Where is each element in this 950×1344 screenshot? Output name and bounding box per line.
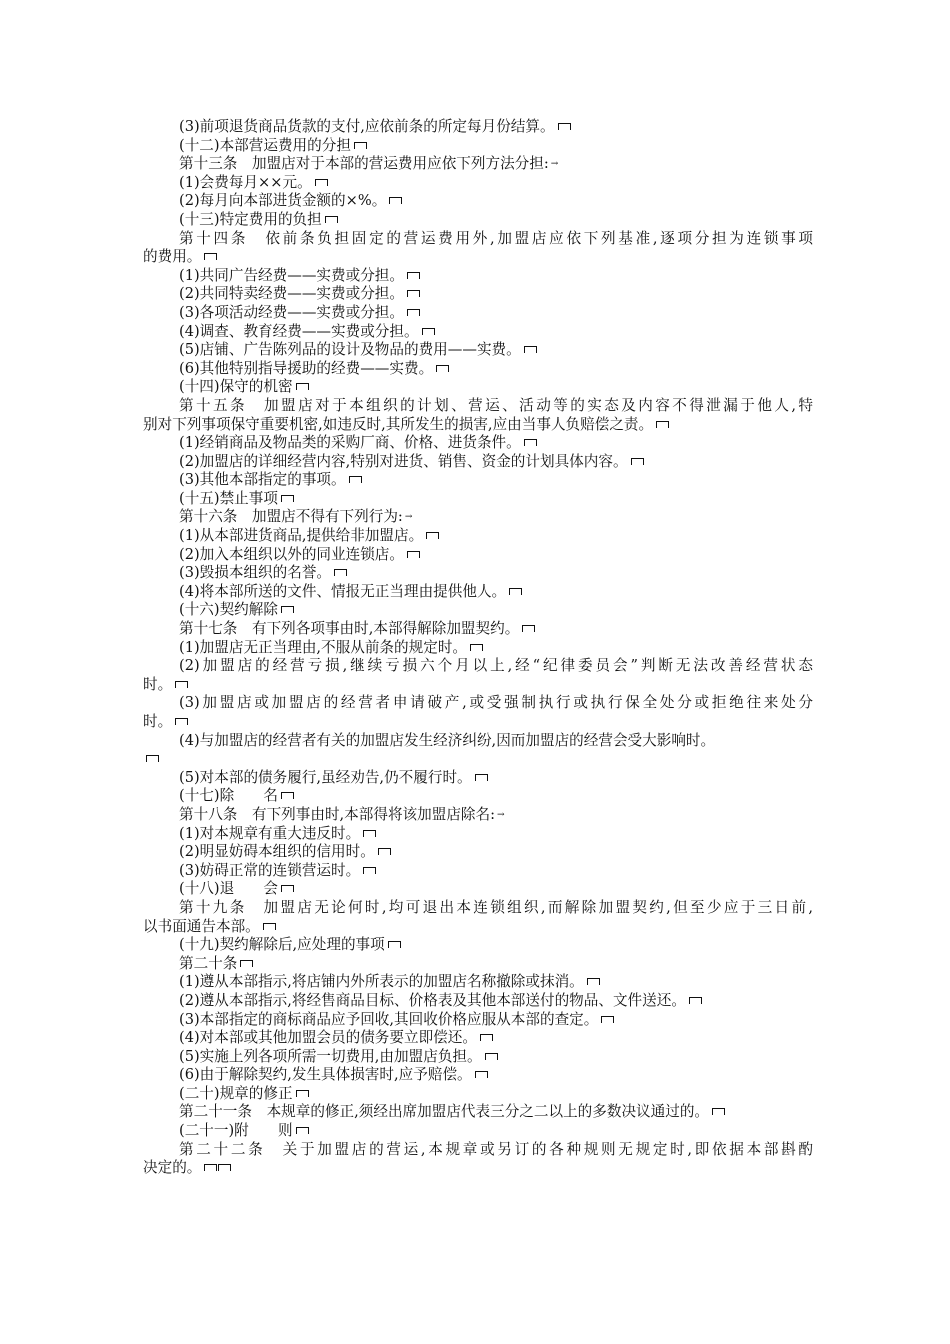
- paragraph-mark-icon: [281, 495, 294, 502]
- text-line: [143, 787, 813, 806]
- paragraph-mark-icon: [218, 1164, 231, 1171]
- line-text: (3)各项活动经费——实费或分担。: [179, 303, 404, 321]
- text-line: [143, 248, 813, 267]
- line-text: 第十三条 加盟店对于本部的营运费用应依下列方法分担:: [179, 155, 549, 173]
- line-text: (十四)保守的机密: [179, 378, 293, 396]
- paragraph-mark-icon: [712, 1108, 725, 1115]
- text-line: [143, 453, 813, 472]
- line-text: (2)遵从本部指示,将经售商品目标、价格表及其他本部送付的物品、文件送还。: [179, 991, 686, 1009]
- paragraph-mark-icon: [689, 997, 702, 1004]
- line-text: (3)加盟店或加盟店的经营者申请破产,或受强制执行或执行保全处分或拒绝往来处分: [179, 694, 813, 712]
- line-text: (3)本部指定的商标商品应予回收,其回收价格应服从本部的查定。: [179, 1010, 599, 1028]
- paragraph-mark-icon: [240, 960, 253, 967]
- paragraph-mark-icon: [601, 1016, 614, 1023]
- paragraph-mark-icon: [656, 421, 669, 428]
- line-text: (4)对本部或其他加盟会员的债务要立即偿还。: [179, 1029, 477, 1047]
- line-text: 决定的。: [143, 1159, 202, 1177]
- text-line: [143, 973, 813, 992]
- paragraph-mark-icon: [524, 439, 537, 446]
- text-line: [143, 471, 813, 490]
- line-text: (十五)禁止事项: [179, 489, 278, 507]
- line-text: (5)对本部的债务履行,虽经劝告,仍不履行时。: [179, 768, 472, 786]
- text-line: [143, 546, 813, 565]
- paragraph-mark-icon: [175, 681, 188, 688]
- paragraph-mark-icon: [558, 123, 571, 130]
- paragraph-mark-icon: [296, 1127, 309, 1134]
- line-text: (2)明显妨碍本组织的信用时。: [179, 843, 375, 861]
- line-text: (2)共同特卖经费——实费或分担。: [179, 285, 404, 303]
- text-line: [143, 490, 813, 509]
- paragraph-mark-icon: [296, 383, 309, 390]
- text-line: [143, 1048, 813, 1067]
- paragraph-mark-icon: [281, 606, 294, 613]
- line-text: (十六)契约解除: [179, 601, 278, 619]
- line-text: (十七)除 名: [179, 787, 278, 805]
- line-text: (2)每月向本部进货金额的×%。: [179, 192, 387, 210]
- text-line: [143, 434, 813, 453]
- text-line: [143, 936, 813, 955]
- text-line: [143, 750, 813, 769]
- paragraph-mark-icon: [263, 923, 276, 930]
- line-text: (3)前项退货商品货款的支付,应依前条的所定每月份结算。: [179, 118, 555, 135]
- text-line: [143, 211, 813, 230]
- paragraph-mark-icon: [407, 551, 420, 558]
- text-line: [143, 527, 813, 546]
- text-line: [143, 620, 813, 639]
- line-text: 第二十二条 关于加盟店的营运,本规章或另订的各种规则无规定时,即依据本部斟酌: [179, 1140, 813, 1158]
- paragraph-mark-icon: [522, 625, 535, 632]
- line-text: 第十七条 有下列各项事由时,本部得解除加盟契约。: [179, 620, 520, 638]
- text-line: [143, 267, 813, 286]
- text-line: [143, 918, 813, 937]
- line-text: (十三)特定费用的负担: [179, 210, 322, 228]
- paragraph-mark-icon: [315, 179, 328, 186]
- text-line: [143, 508, 813, 527]
- paragraph-mark-icon: [363, 830, 376, 837]
- text-line: [143, 1066, 813, 1085]
- paragraph-mark-icon: [389, 197, 402, 204]
- text-line: [143, 378, 813, 397]
- paragraph-mark-icon: [349, 476, 362, 483]
- text-line: [143, 155, 813, 174]
- paragraph-mark-icon: [475, 1071, 488, 1078]
- paragraph-mark-icon: [363, 867, 376, 874]
- text-line: [143, 1103, 813, 1122]
- line-text: (1)经销商品及物品类的采购厂商、价格、进货条件。: [179, 434, 521, 452]
- paragraph-mark-icon: [407, 272, 420, 279]
- text-line: [143, 769, 813, 788]
- line-text: 的费用。: [143, 248, 202, 266]
- line-text: (1)从本部进货商品,提供给非加盟店。: [179, 527, 424, 545]
- paragraph-mark-icon: [175, 718, 188, 725]
- paragraph-mark-icon: [524, 346, 537, 353]
- line-text: (6)由于解除契约,发生具体损害时,应予赔偿。: [179, 1066, 472, 1084]
- line-text: (1)会费每月××元。: [179, 173, 312, 191]
- paragraph-mark-icon: [204, 253, 217, 260]
- text-line: [143, 137, 813, 156]
- line-text: 时。: [143, 675, 173, 693]
- line-break-mark-icon: →: [404, 512, 412, 523]
- text-line: [143, 304, 813, 323]
- text-line: [143, 806, 813, 825]
- text-line: [143, 880, 813, 899]
- paragraph-mark-icon: [480, 1034, 493, 1041]
- text-line: [143, 564, 813, 583]
- paragraph-mark-icon: [426, 532, 439, 539]
- text-line: [143, 1085, 813, 1104]
- line-text: (4)调查、教育经费——实费或分担。: [179, 322, 419, 340]
- text-line: [143, 1159, 813, 1178]
- paragraph-mark-icon: [422, 328, 435, 335]
- paragraph-mark-icon: [325, 216, 338, 223]
- line-text: 第十八条 有下列事由时,本部得将该加盟店除名:: [179, 805, 496, 823]
- text-line: [143, 694, 813, 713]
- line-text: 第二十一条 本规章的修正,须经出席加盟店代表三分之二以上的多数决议通过的。: [179, 1103, 710, 1121]
- line-text: (1)对本规章有重大违反时。: [179, 824, 361, 842]
- text-line: [143, 992, 813, 1011]
- document-page: [143, 118, 813, 1178]
- text-line: [143, 639, 813, 658]
- line-text: 别对下列事项保守重要机密,如违反时,其所发生的损害,应由当事人负赔偿之责。: [143, 415, 654, 433]
- text-line: [143, 341, 813, 360]
- text-line: [143, 285, 813, 304]
- line-text: (1)加盟店无正当理由,不服从前条的规定时。: [179, 638, 468, 656]
- text-line: [143, 1141, 813, 1160]
- paragraph-mark-icon: [587, 978, 600, 985]
- line-text: (十八)退 会: [179, 880, 278, 898]
- text-line: [143, 192, 813, 211]
- line-text: (3)妨碍正常的连锁营运时。: [179, 861, 361, 879]
- line-text: 第十四条 依前条负担固定的营运费用外,加盟店应依下列基准,逐项分担为连锁事项: [179, 229, 813, 247]
- line-text: (4)与加盟店的经营者有关的加盟店发生经济纠纷,因而加盟店的经营会受大影响时。: [179, 731, 716, 749]
- line-break-mark-icon: →: [550, 159, 558, 170]
- text-line: [143, 230, 813, 249]
- text-line: [143, 899, 813, 918]
- line-text: 第十六条 加盟店不得有下列行为:: [179, 508, 403, 526]
- line-text: (二十)规章的修正: [179, 1084, 293, 1102]
- text-line: [143, 825, 813, 844]
- paragraph-mark-icon: [378, 848, 391, 855]
- line-text: (十二)本部营运费用的分担: [179, 136, 351, 154]
- text-line: [143, 601, 813, 620]
- paragraph-mark-icon: [509, 588, 522, 595]
- text-line: [143, 1029, 813, 1048]
- line-text: (1)共同广告经费——实费或分担。: [179, 266, 404, 284]
- text-line: [143, 416, 813, 435]
- line-break-mark-icon: →: [497, 809, 504, 820]
- line-text: (1)遵从本部指示,将店铺内外所表示的加盟店名称撤除或抹消。: [179, 973, 584, 991]
- text-line: [143, 843, 813, 862]
- line-text: 以书面通告本部。: [143, 917, 260, 935]
- paragraph-mark-icon: [436, 365, 449, 372]
- line-text: (5)实施上列各项所需一切费用,由加盟店负担。: [179, 1047, 482, 1065]
- paragraph-mark-icon: [470, 644, 483, 651]
- paragraph-mark-icon: [334, 569, 347, 576]
- text-line: [143, 583, 813, 602]
- text-line: [143, 323, 813, 342]
- paragraph-mark-icon: [296, 1090, 309, 1097]
- text-line: [143, 397, 813, 416]
- line-text: 第十九条 加盟店无论何时,均可退出本连锁组织,而解除加盟契约,但至少应于三日前,: [179, 898, 813, 916]
- paragraph-mark-icon: [354, 142, 367, 149]
- paragraph-mark-icon: [388, 941, 401, 948]
- line-text: (4)将本部所送的文件、情报无正当理由提供他人。: [179, 582, 507, 600]
- line-text: 时。: [143, 713, 173, 730]
- line-text: (2)加盟店的详细经营内容,特别对进货、销售、资金的计划具体内容。: [179, 452, 628, 470]
- line-text: (二十一)附 则: [179, 1122, 293, 1140]
- paragraph-mark-icon: [475, 774, 488, 781]
- text-line: [143, 118, 813, 137]
- line-text: (6)其他特别指导援助的经费——实费。: [179, 359, 434, 377]
- line-text: (5)店铺、广告陈列品的设计及物品的费用——实费。: [179, 341, 521, 359]
- paragraph-mark-icon: [407, 309, 420, 316]
- paragraph-mark-icon: [281, 792, 294, 799]
- text-line: [143, 360, 813, 379]
- text-line: [143, 174, 813, 193]
- text-line: [143, 676, 813, 695]
- text-line: [143, 955, 813, 974]
- paragraph-mark-icon: [485, 1053, 498, 1060]
- text-line: [143, 1122, 813, 1141]
- line-text: (2)加入本组织以外的同业连锁店。: [179, 545, 404, 563]
- line-text: (2)加盟店的经营亏损,继续亏损六个月以上,经“纪律委员会”判断无法改善经营状态: [179, 657, 813, 675]
- line-text: (3)其他本部指定的事项。: [179, 471, 346, 489]
- line-text: (十九)契约解除后,应处理的事项: [179, 936, 385, 954]
- text-line: [143, 862, 813, 881]
- line-text: 第十五条 加盟店对于本组织的计划、营运、活动等的实态及内容不得泄漏于他人,特: [179, 396, 813, 414]
- text-line: [143, 713, 813, 732]
- paragraph-mark-icon: [631, 458, 644, 465]
- text-line: [143, 1011, 813, 1030]
- paragraph-mark-icon: [146, 755, 159, 762]
- paragraph-mark-icon: [204, 1164, 217, 1171]
- text-line: [143, 657, 813, 676]
- text-line: [143, 732, 813, 751]
- line-text: 第二十条: [179, 954, 238, 972]
- paragraph-mark-icon: [281, 885, 294, 892]
- line-text: (3)毁损本组织的名誉。: [179, 564, 332, 582]
- paragraph-mark-icon: [407, 290, 420, 297]
